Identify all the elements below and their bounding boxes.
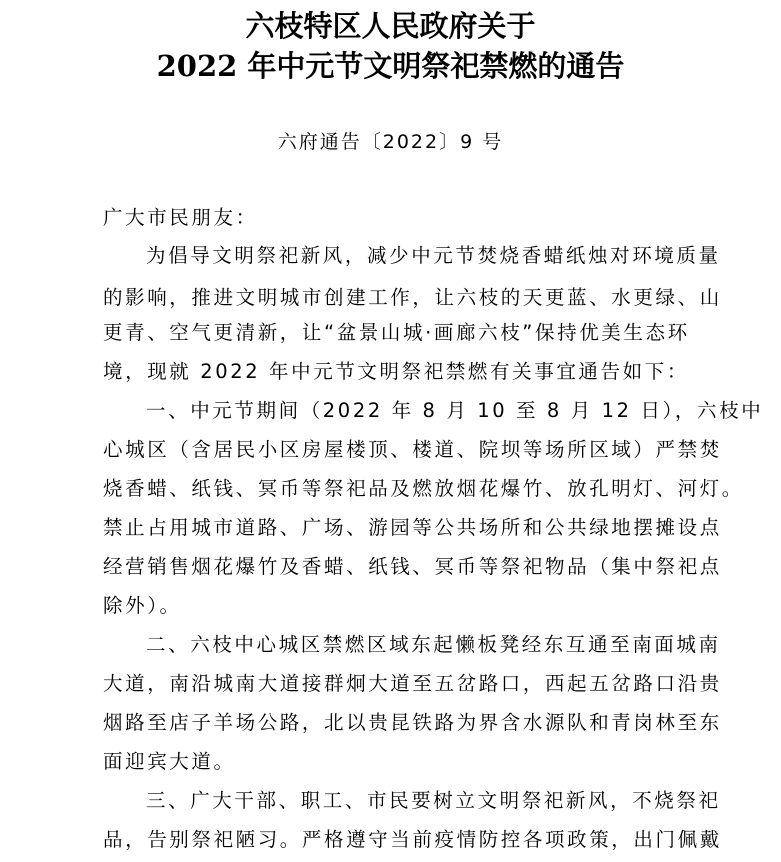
paragraph-line: 面迎宾大道。 xyxy=(103,750,236,773)
paragraph-line: 除外）。 xyxy=(103,594,182,617)
paragraph-line: 二、六枝中心城区禁燃区域东起懒板凳经东互通至南面城南 xyxy=(146,633,721,656)
paragraph-line: 三、广大干部、职工、市民要树立文明祭祀新风，不烧祭祀 xyxy=(146,789,721,812)
paragraph-line: 境，现就 2022 年中元节文明祭祀禁燃有关事宜通告如下： xyxy=(103,360,689,383)
paragraph-line: 心城区（含居民小区房屋楼顶、楼道、院坝等场所区域）严禁焚 xyxy=(103,438,722,461)
paragraph-line: 经营销售烟花爆竹及香蜡、纸钱、冥币等祭祀物品（集中祭祀点 xyxy=(103,555,722,578)
paragraph-line: 一、中元节期间（2022 年 8 月 10 至 8 月 12 日），六枝中 xyxy=(146,399,764,422)
salutation: 广大市民朋友： xyxy=(103,206,258,229)
paragraph-line: 品，告别祭祀陋习。严格遵守当前疫情防控各项政策，出门佩戴 xyxy=(103,828,722,851)
document-number: 六府通告〔2022〕9 号 xyxy=(277,131,504,153)
paragraph-line: 的影响，推进文明城市创建工作，让六枝的天更蓝、水更绿、山 xyxy=(103,286,722,309)
paragraph-line: 烧香蜡、纸钱、冥币等祭祀品及燃放烟花爆竹、放孔明灯、河灯。 xyxy=(103,477,744,500)
paragraph-line: 大道，南沿城南大道接群炯大道至五岔路口，西起五岔路口沿贵 xyxy=(103,672,722,695)
paragraph-line: 烟路至店子羊场公路，北以贵昆铁路为界含水源队和青岗林至东 xyxy=(103,711,722,734)
document-title-line-2: 2022 年中元节文明祭祀禁燃的通告 xyxy=(156,49,625,83)
paragraph-line: 为倡导文明祭祀新风，减少中元节焚烧香蜡纸烛对环境质量 xyxy=(146,244,721,267)
paragraph-line: 更青、空气更清新，让“盆景山城·画廊六枝”保持优美生态环 xyxy=(103,321,690,344)
paragraph-line: 禁止占用城市道路、广场、游园等公共场所和公共绿地摆摊设点 xyxy=(103,516,722,539)
document-title-line-1: 六枝特区人民政府关于 xyxy=(245,9,536,43)
